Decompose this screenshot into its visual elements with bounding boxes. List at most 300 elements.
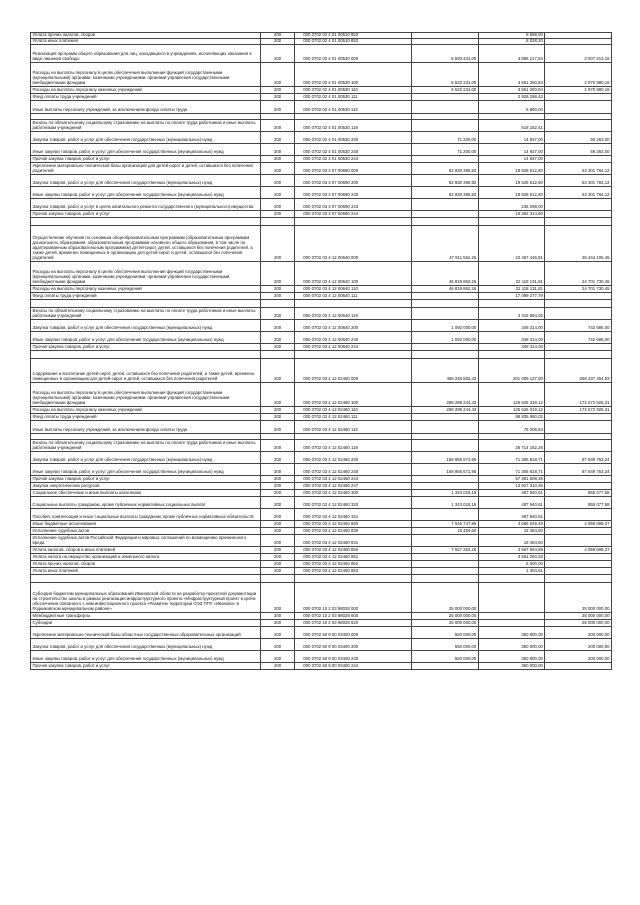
row-name-cell: Осуществление обучения по основным общеобразовательным программам (образовательным программам дошкольного образования, образовательным программам основного общего образования, в том числе по адаптированным образовательным программам) детей-сирот, детей, оставшихся без попечения родителей, а также детей, временно помещенных в организацию для детей-сирот и детей, оставшихся без попечения родителей <box>31 226 261 262</box>
row-admin-code-cell: 200 <box>260 211 294 218</box>
table-row <box>31 620 612 627</box>
row-admin-code-cell: 200 <box>260 187 294 199</box>
row-unexecuted-amount-cell <box>545 509 612 521</box>
row-budget-code-cell: 000 0702 02 4 01 00530 000 <box>295 45 412 63</box>
row-unexecuted-amount-cell: 63 301 784,12 <box>545 175 612 187</box>
row-unexecuted-amount-cell: 56 263,00 <box>545 144 612 156</box>
row-approved-amount-cell: 25 000 000,00 <box>412 620 479 627</box>
row-name-cell: Субсидии <box>31 620 261 627</box>
row-name-cell: Социальное обеспечение и иные выплаты населению <box>31 490 261 497</box>
row-admin-code-cell: 200 <box>260 476 294 483</box>
row-admin-code-cell: 200 <box>260 308 294 320</box>
row-approved-amount-cell <box>412 218 479 226</box>
row-unexecuted-amount-cell: 24 701 730,45 <box>545 262 612 286</box>
row-executed-amount-cell: 1 304,61 <box>478 568 545 575</box>
row-approved-amount-cell: 71 200,00 <box>412 144 479 156</box>
row-unexecuted-amount-cell <box>545 156 612 163</box>
row-admin-code-cell: 200 <box>260 561 294 568</box>
table-row <box>31 639 612 651</box>
row-unexecuted-amount-cell: 855 077,58 <box>545 490 612 497</box>
row-approved-amount-cell <box>412 554 479 561</box>
row-approved-amount-cell <box>412 568 479 575</box>
row-executed-amount-cell: 98 835 950,02 <box>478 414 545 421</box>
row-executed-amount-cell: 2 926 268,43 <box>478 94 545 101</box>
row-unexecuted-amount-cell <box>545 351 612 359</box>
row-admin-code-cell: 200 <box>260 414 294 421</box>
table-row <box>31 308 612 320</box>
table-row <box>31 226 612 262</box>
row-executed-amount-cell: 350 000,00 <box>478 651 545 663</box>
row-name-cell: Закупка товаров, работ и услуг для обеспечения государственных (муниципальных) нужд <box>31 639 261 651</box>
row-executed-amount-cell <box>478 351 545 359</box>
table-row <box>31 199 612 211</box>
table-row <box>31 521 612 528</box>
row-approved-amount-cell <box>412 101 479 114</box>
row-name-cell: Иные закупки товаров, работ и услуг для обеспечения государственных (муниципальных) нужд <box>31 651 261 663</box>
row-unexecuted-amount-cell <box>545 561 612 568</box>
row-budget-code-cell: 000 0702 02 4 01 00530 119 <box>295 120 412 132</box>
row-executed-amount-cell: 349 314,00 <box>478 332 545 344</box>
row-unexecuted-amount-cell: 742 686,00 <box>545 332 612 344</box>
table-row <box>31 452 612 464</box>
row-admin-code-cell: 200 <box>260 144 294 156</box>
row-unexecuted-amount-cell: 4 059 698,37 <box>545 547 612 554</box>
table-row <box>31 383 612 407</box>
row-budget-code-cell: 000 0702 02 4 01 00530 200 <box>295 132 412 144</box>
row-executed-amount-cell <box>478 620 545 627</box>
row-admin-code-cell: 200 <box>260 344 294 351</box>
row-unexecuted-amount-cell: 172 672 925,31 <box>545 407 612 414</box>
row-name-cell <box>31 575 261 583</box>
row-approved-amount-cell: 6 522 231,00 <box>412 87 479 94</box>
table-row <box>31 94 612 101</box>
row-admin-code-cell: 200 <box>260 45 294 63</box>
row-unexecuted-amount-cell <box>545 120 612 132</box>
row-approved-amount-cell <box>412 575 479 583</box>
row-name-cell: Пособия, компенсации и иные социальные выплаты гражданам, кроме публичных нормативных обязательств <box>31 509 261 521</box>
row-approved-amount-cell <box>412 293 479 300</box>
row-name-cell: Расходы на выплаты персоналу в целях обеспечения выполнения функций государственными (муниципальными) органами, казенными учреждениями, органами управления государственными внебюджетными фондами <box>31 262 261 286</box>
row-approved-amount-cell: 1 092 000,00 <box>412 320 479 332</box>
row-admin-code-cell: 200 <box>260 63 294 87</box>
row-name-cell: Фонд оплаты труда учреждений <box>31 414 261 421</box>
row-unexecuted-amount-cell: 4 059 698,37 <box>545 521 612 528</box>
row-executed-amount-cell: 5 000,00 <box>478 561 545 568</box>
row-executed-amount-cell: 19 628 612,80 <box>478 175 545 187</box>
row-approved-amount-cell: 550 000,00 <box>412 639 479 651</box>
row-budget-code-cell: 000 0702 03 4 12 02460 240 <box>295 464 412 476</box>
row-approved-amount-cell <box>412 211 479 218</box>
table-row <box>31 332 612 344</box>
row-name-cell: Уплата иных платежей <box>31 568 261 575</box>
row-budget-code-cell: 000 0702 03 4 12 02460 850 <box>295 547 412 554</box>
row-executed-amount-cell: 14 937,00 <box>478 156 545 163</box>
row-executed-amount-cell: 57 381 508,35 <box>478 476 545 483</box>
row-name-cell: Фонд оплаты труда учреждений <box>31 293 261 300</box>
row-admin-code-cell: 200 <box>260 452 294 464</box>
row-admin-code-cell <box>260 218 294 226</box>
row-admin-code-cell: 200 <box>260 199 294 211</box>
row-approved-amount-cell: 298 299 244,43 <box>412 383 479 407</box>
row-executed-amount-cell: 3 586 217,84 <box>478 45 545 63</box>
row-executed-amount-cell: 487 940,61 <box>478 490 545 497</box>
row-budget-code-cell: 000 0702 50 9 00 03400 000 <box>295 627 412 639</box>
row-name-cell <box>31 300 261 308</box>
row-executed-amount-cell: 3 551 250,84 <box>478 63 545 87</box>
row-admin-code-cell: 200 <box>260 94 294 101</box>
row-budget-code-cell <box>295 351 412 359</box>
row-admin-code-cell: 200 <box>260 359 294 383</box>
table-row <box>31 132 612 144</box>
row-budget-code-cell: 000 0702 03 4 12 02460 300 <box>295 490 412 497</box>
row-budget-code-cell: 000 0702 03 4 12 00640 100 <box>295 262 412 286</box>
row-budget-code-cell: 000 0702 03 3 07 00690 243 <box>295 199 412 211</box>
row-budget-code-cell: 000 0702 10 2 03 98028 520 <box>295 620 412 627</box>
row-executed-amount-cell: 349 314,00 <box>478 344 545 351</box>
row-budget-code-cell: 000 0702 03 4 12 00640 119 <box>295 308 412 320</box>
row-admin-code-cell: 200 <box>260 639 294 651</box>
row-name-cell: Прочая закупка товаров, работ и услуг <box>31 211 261 218</box>
table-row <box>31 120 612 132</box>
row-budget-code-cell: 000 0702 03 4 12 00640 244 <box>295 344 412 351</box>
row-budget-code-cell: 000 0702 03 4 12 02460 247 <box>295 483 412 490</box>
table-row <box>31 490 612 497</box>
row-budget-code-cell: 000 0702 50 9 00 03400 244 <box>295 663 412 670</box>
table-row <box>31 344 612 351</box>
table-row <box>31 483 612 490</box>
table-row <box>31 554 612 561</box>
row-name-cell: Уплата прочих налогов, сборов <box>31 33 261 39</box>
row-unexecuted-amount-cell: 56 263,00 <box>545 132 612 144</box>
row-approved-amount-cell: 550 000,00 <box>412 627 479 639</box>
table-row <box>31 464 612 476</box>
row-executed-amount-cell: 19 628 612,80 <box>478 187 545 199</box>
row-executed-amount-cell: 22 118 131,81 <box>478 262 545 286</box>
row-admin-code-cell: 200 <box>260 293 294 300</box>
table-row <box>31 476 612 483</box>
row-executed-amount-cell: 76 206,84 <box>478 421 545 434</box>
row-budget-code-cell <box>295 300 412 308</box>
row-unexecuted-amount-cell: 855 077,58 <box>545 497 612 509</box>
table-row <box>31 300 612 308</box>
table-row <box>31 440 612 452</box>
row-admin-code-cell: 200 <box>260 627 294 639</box>
row-unexecuted-amount-cell: 3 007 213,16 <box>545 45 612 63</box>
row-admin-code-cell: 200 <box>260 554 294 561</box>
row-budget-code-cell <box>295 575 412 583</box>
table-row <box>31 421 612 434</box>
row-approved-amount-cell: 82 930 396,92 <box>412 175 479 187</box>
row-unexecuted-amount-cell <box>545 94 612 101</box>
row-unexecuted-amount-cell: 25 000 000,00 <box>545 613 612 620</box>
row-budget-code-cell: 000 0702 03 4 12 02460 111 <box>295 414 412 421</box>
row-name-cell: Иные закупки товаров, работ и услуг для обеспечения государственных (муниципальных) нужд <box>31 144 261 156</box>
row-budget-code-cell: 000 0702 03 4 12 02460 119 <box>295 440 412 452</box>
row-name-cell: Прочая закупка товаров, работ и услуг <box>31 663 261 670</box>
row-budget-code-cell: 000 0702 03 3 07 00690 000 <box>295 163 412 175</box>
row-executed-amount-cell: 487 940,61 <box>478 509 545 521</box>
row-approved-amount-cell <box>412 344 479 351</box>
row-name-cell: Уплата иных платежей <box>31 39 261 45</box>
row-executed-amount-cell <box>478 300 545 308</box>
row-budget-code-cell: 000 0702 10 2 03 98028 500 <box>295 613 412 620</box>
row-budget-code-cell: 000 0702 03 4 12 02460 830 <box>295 528 412 535</box>
row-unexecuted-amount-cell <box>545 308 612 320</box>
table-row <box>31 262 612 286</box>
row-name-cell: Закупка товаров, работ и услуг для обеспечения государственных (муниципальных) нужд <box>31 175 261 187</box>
row-approved-amount-cell: 1 092 000,00 <box>412 332 479 344</box>
table-row <box>31 187 612 199</box>
row-budget-code-cell: 000 0702 03 4 12 02460 851 <box>295 554 412 561</box>
row-unexecuted-amount-cell: 25 000 000,00 <box>545 583 612 613</box>
row-unexecuted-amount-cell <box>545 528 612 535</box>
budget-report-page <box>30 32 612 670</box>
row-budget-code-cell: 000 0702 03 4 12 02460 200 <box>295 452 412 464</box>
row-approved-amount-cell <box>412 663 479 670</box>
row-name-cell: Закупка энергетических ресурсов <box>31 483 261 490</box>
row-executed-amount-cell: 487 940,61 <box>478 497 545 509</box>
row-name-cell: Прочая закупка товаров, работ и услуг <box>31 156 261 163</box>
row-budget-code-cell: 000 0702 03 4 12 02460 831 <box>295 535 412 547</box>
row-executed-amount-cell: 350 000,00 <box>478 627 545 639</box>
row-admin-code-cell: 200 <box>260 483 294 490</box>
row-unexecuted-amount-cell: 63 301 784,12 <box>545 163 612 175</box>
row-name-cell: Закупка товаров, работ и услуг для обеспечения государственных (муниципальных) нужд <box>31 132 261 144</box>
row-name-cell: Содержание и воспитание детей-сирот, детей, оставшихся без попечения родителей, а также детей, временно помещенных в организацию для детей-сирот и детей, оставшихся без попечения родителей <box>31 359 261 383</box>
row-unexecuted-amount-cell: 200 000,00 <box>545 639 612 651</box>
row-approved-amount-cell <box>412 440 479 452</box>
row-name-cell: Прочая закупка товаров, работ и услуг <box>31 476 261 483</box>
row-executed-amount-cell: 4 418 854,02 <box>478 308 545 320</box>
row-name-cell: Взносы по обязательному социальному страхованию на выплаты по оплате труда работников и иные выплаты работникам учреждений <box>31 308 261 320</box>
row-name-cell: Прочая закупка товаров, работ и услуг <box>31 344 261 351</box>
table-row <box>31 175 612 187</box>
row-executed-amount-cell <box>478 575 545 583</box>
table-row <box>31 583 612 613</box>
row-unexecuted-amount-cell <box>545 476 612 483</box>
row-unexecuted-amount-cell <box>545 293 612 300</box>
row-name-cell: Расходы на выплаты персоналу в целях обеспечения выполнения функций государственными (муниципальными) органами, казенными учреждениями, органами управления государственными внебюджетными фондами <box>31 383 261 407</box>
row-name-cell: Закупка товаров, работ и услуг для обеспечения государственных (муниципальных) нужд <box>31 320 261 332</box>
table-row <box>31 414 612 421</box>
row-executed-amount-cell: 6 860,00 <box>478 101 545 114</box>
table-row <box>31 286 612 293</box>
row-budget-code-cell: 000 0702 50 9 00 03400 200 <box>295 639 412 651</box>
row-executed-amount-cell: 349 314,00 <box>478 320 545 332</box>
row-admin-code-cell: 200 <box>260 521 294 528</box>
row-budget-code-cell: 000 0702 02 4 01 00530 111 <box>295 94 412 101</box>
row-name-cell: Иные закупки товаров, работ и услуг для обеспечения государственных (муниципальных) нужд <box>31 332 261 344</box>
row-budget-code-cell: 000 0702 03 4 12 02460 800 <box>295 521 412 528</box>
row-executed-amount-cell: 8 028,20 <box>478 39 545 45</box>
row-executed-amount-cell: 13 927 310,36 <box>478 483 545 490</box>
row-unexecuted-amount-cell <box>545 101 612 114</box>
table-row <box>31 144 612 156</box>
row-budget-code-cell: 000 0702 03 3 07 00690 240 <box>295 187 412 199</box>
row-executed-amount-cell <box>478 218 545 226</box>
row-admin-code-cell: 200 <box>260 620 294 627</box>
table-row <box>31 87 612 94</box>
row-approved-amount-cell: 46 819 862,26 <box>412 262 479 286</box>
row-admin-code-cell: 200 <box>260 33 294 39</box>
row-unexecuted-amount-cell <box>545 568 612 575</box>
row-admin-code-cell: 200 <box>260 440 294 452</box>
row-admin-code-cell: 200 <box>260 547 294 554</box>
row-unexecuted-amount-cell <box>545 554 612 561</box>
row-executed-amount-cell: 3 586 049,49 <box>478 521 545 528</box>
row-admin-code-cell: 200 <box>260 421 294 434</box>
row-approved-amount-cell <box>412 535 479 547</box>
row-executed-amount-cell: 125 626 319,12 <box>478 407 545 414</box>
row-executed-amount-cell: 3 567 564,89 <box>478 547 545 554</box>
row-name-cell: Укрепление материально-технической базы областных государственных образовательных организаций <box>31 627 261 639</box>
row-approved-amount-cell: 6 593 431,00 <box>412 45 479 63</box>
row-unexecuted-amount-cell: 2 970 980,16 <box>545 63 612 87</box>
row-approved-amount-cell <box>412 300 479 308</box>
row-budget-code-cell: 000 0702 02 4 01 00530 240 <box>295 144 412 156</box>
table-row <box>31 163 612 175</box>
row-approved-amount-cell <box>412 509 479 521</box>
row-name-cell: Межбюджетные трансферты <box>31 613 261 620</box>
row-admin-code-cell: 200 <box>260 320 294 332</box>
row-approved-amount-cell <box>412 351 479 359</box>
table-body <box>31 33 612 670</box>
row-admin-code-cell: 200 <box>260 286 294 293</box>
row-executed-amount-cell: 350 000,00 <box>478 663 545 670</box>
row-name-cell: Субсидия бюджетам муниципальных образований Ивановской области на разработку проектной документации на строительство школы в рамках реализации инфраструктурного проекта «Инфраструктурный проект в целях обеспечения связанного с ним инвестиционного проекта «Развитие территории ОЭЗ ППТ «Иваново» в Родниковском муниципальном районе» <box>31 583 261 613</box>
table-row <box>31 101 612 114</box>
row-budget-code-cell: 000 0702 03 4 12 02460 320 <box>295 497 412 509</box>
table-row <box>31 407 612 414</box>
row-approved-amount-cell: 46 819 862,26 <box>412 286 479 293</box>
row-admin-code-cell: 200 <box>260 39 294 45</box>
row-budget-code-cell: 000 0702 02 4 01 00530 244 <box>295 156 412 163</box>
row-executed-amount-cell: 22 467 445,81 <box>478 226 545 262</box>
row-name-cell: Взносы по обязательному социальному страхованию на выплаты по оплате труда работников и иные выплаты работникам учреждений <box>31 120 261 132</box>
row-approved-amount-cell: 82 930 396,92 <box>412 187 479 199</box>
row-name-cell: Иные закупки товаров, работ и услуг для обеспечения государственных (муниципальных) нужд <box>31 464 261 476</box>
row-executed-amount-cell: 618 162,41 <box>478 120 545 132</box>
row-executed-amount-cell: 19 628 612,80 <box>478 163 545 175</box>
table-row <box>31 320 612 332</box>
row-executed-amount-cell: 26 714 162,26 <box>478 440 545 452</box>
row-executed-amount-cell: 8 659,00 <box>478 33 545 39</box>
table-row <box>31 575 612 583</box>
row-budget-code-cell: 000 0702 02 4 01 00510 853 <box>295 39 412 45</box>
row-unexecuted-amount-cell: 87 649 753,24 <box>545 452 612 464</box>
row-name-cell <box>31 351 261 359</box>
row-budget-code-cell: 000 0702 03 4 12 02460 100 <box>295 383 412 407</box>
row-name-cell: Уплата прочих налогов, сборов <box>31 561 261 568</box>
table-row <box>31 497 612 509</box>
row-unexecuted-amount-cell: 24 701 730,45 <box>545 286 612 293</box>
row-unexecuted-amount-cell <box>545 211 612 218</box>
row-admin-code-cell: 200 <box>260 568 294 575</box>
row-approved-amount-cell <box>412 308 479 320</box>
row-executed-amount-cell: 3 551 250,84 <box>478 87 545 94</box>
row-name-cell: Иные выплаты персоналу учреждений, за исключением фонда оплаты труда <box>31 421 261 434</box>
row-executed-amount-cell: 17 099 277,79 <box>478 293 545 300</box>
row-name-cell: Уплата налога на имущество организаций и земельного налога <box>31 554 261 561</box>
row-approved-amount-cell <box>412 421 479 434</box>
row-name-cell: Фонд оплаты труда учреждений <box>31 94 261 101</box>
row-executed-amount-cell: 19 392 314,80 <box>478 211 545 218</box>
row-approved-amount-cell <box>412 561 479 568</box>
row-name-cell: Укрепление материально-технической базы организаций для детей-сирот и детей, оставшихся без попечения родителей <box>31 163 261 175</box>
row-approved-amount-cell: 298 299 244,43 <box>412 407 479 414</box>
table-row <box>31 561 612 568</box>
row-name-cell: Иные бюджетные ассигнования <box>31 521 261 528</box>
row-admin-code-cell: 200 <box>260 663 294 670</box>
row-executed-amount-cell: 350 000,00 <box>478 639 545 651</box>
row-executed-amount-cell: 71 306 818,71 <box>478 452 545 464</box>
row-approved-amount-cell: 7 627 263,26 <box>412 547 479 554</box>
row-approved-amount-cell: 158 956 571,95 <box>412 464 479 476</box>
row-admin-code-cell <box>260 575 294 583</box>
row-name-cell: Взносы по обязательному социальному страхованию на выплаты по оплате труда работников и иные выплаты работникам учреждений <box>31 440 261 452</box>
row-budget-code-cell: 000 0702 03 4 12 00640 200 <box>295 320 412 332</box>
row-unexecuted-amount-cell <box>545 575 612 583</box>
row-executed-amount-cell: 22 118 131,81 <box>478 286 545 293</box>
row-approved-amount-cell: 469 246 582,43 <box>412 359 479 383</box>
row-name-cell: Уплата налогов, сборов и иных платежей <box>31 547 261 554</box>
table-row <box>31 663 612 670</box>
row-admin-code-cell: 200 <box>260 226 294 262</box>
row-approved-amount-cell <box>412 414 479 421</box>
row-unexecuted-amount-cell: 87 649 753,24 <box>545 464 612 476</box>
row-approved-amount-cell <box>412 120 479 132</box>
row-admin-code-cell: 200 <box>260 87 294 94</box>
row-budget-code-cell: 000 0702 02 4 01 00530 100 <box>295 63 412 87</box>
row-budget-code-cell: 000 0702 03 3 07 00690 200 <box>295 175 412 187</box>
table-row <box>31 651 612 663</box>
row-executed-amount-cell: 3 561 260,28 <box>478 554 545 561</box>
row-admin-code-cell: 200 <box>260 383 294 407</box>
row-approved-amount-cell: 1 343 018,19 <box>412 497 479 509</box>
row-admin-code-cell: 200 <box>260 120 294 132</box>
row-executed-amount-cell: 71 306 818,71 <box>478 464 545 476</box>
row-approved-amount-cell: 47 911 552,26 <box>412 226 479 262</box>
table-row <box>31 627 612 639</box>
table-row <box>31 528 612 535</box>
row-admin-code-cell: 200 <box>260 175 294 187</box>
row-unexecuted-amount-cell: 268 237 454,93 <box>545 359 612 383</box>
row-admin-code-cell: 200 <box>260 613 294 620</box>
row-admin-code-cell: 200 <box>260 156 294 163</box>
row-unexecuted-amount-cell: 25 444 106,45 <box>545 226 612 262</box>
row-budget-code-cell: 000 0702 03 4 12 02460 853 <box>295 568 412 575</box>
row-admin-code-cell: 200 <box>260 535 294 547</box>
row-name-cell: Реализация программ общего образования для лиц, находящихся в учреждениях, исполняющих наказания в виде лишения свободы <box>31 45 261 63</box>
row-budget-code-cell: 000 0702 02 4 01 00530 112 <box>295 101 412 114</box>
table-row <box>31 359 612 383</box>
row-budget-code-cell: 000 0702 02 4 01 00530 110 <box>295 87 412 94</box>
row-unexecuted-amount-cell: 25 000 000,00 <box>545 620 612 627</box>
row-executed-amount-cell: 18 484,60 <box>478 528 545 535</box>
table-row <box>31 509 612 521</box>
row-unexecuted-amount-cell: 200 000,00 <box>545 651 612 663</box>
row-admin-code-cell: 200 <box>260 583 294 613</box>
row-name-cell <box>31 218 261 226</box>
row-executed-amount-cell: 125 626 319,12 <box>478 383 545 407</box>
row-name-cell: Закупка товаров, работ и услуг в целях капитального ремонта государственного (муниципального) имущества <box>31 199 261 211</box>
row-name-cell: Закупка товаров, работ и услуг для обеспечения государственных (муниципальных) нужд <box>31 452 261 464</box>
row-budget-code-cell: 000 0702 03 4 12 02460 110 <box>295 407 412 414</box>
row-unexecuted-amount-cell <box>545 218 612 226</box>
row-approved-amount-cell <box>412 476 479 483</box>
row-unexecuted-amount-cell <box>545 300 612 308</box>
row-unexecuted-amount-cell <box>545 421 612 434</box>
